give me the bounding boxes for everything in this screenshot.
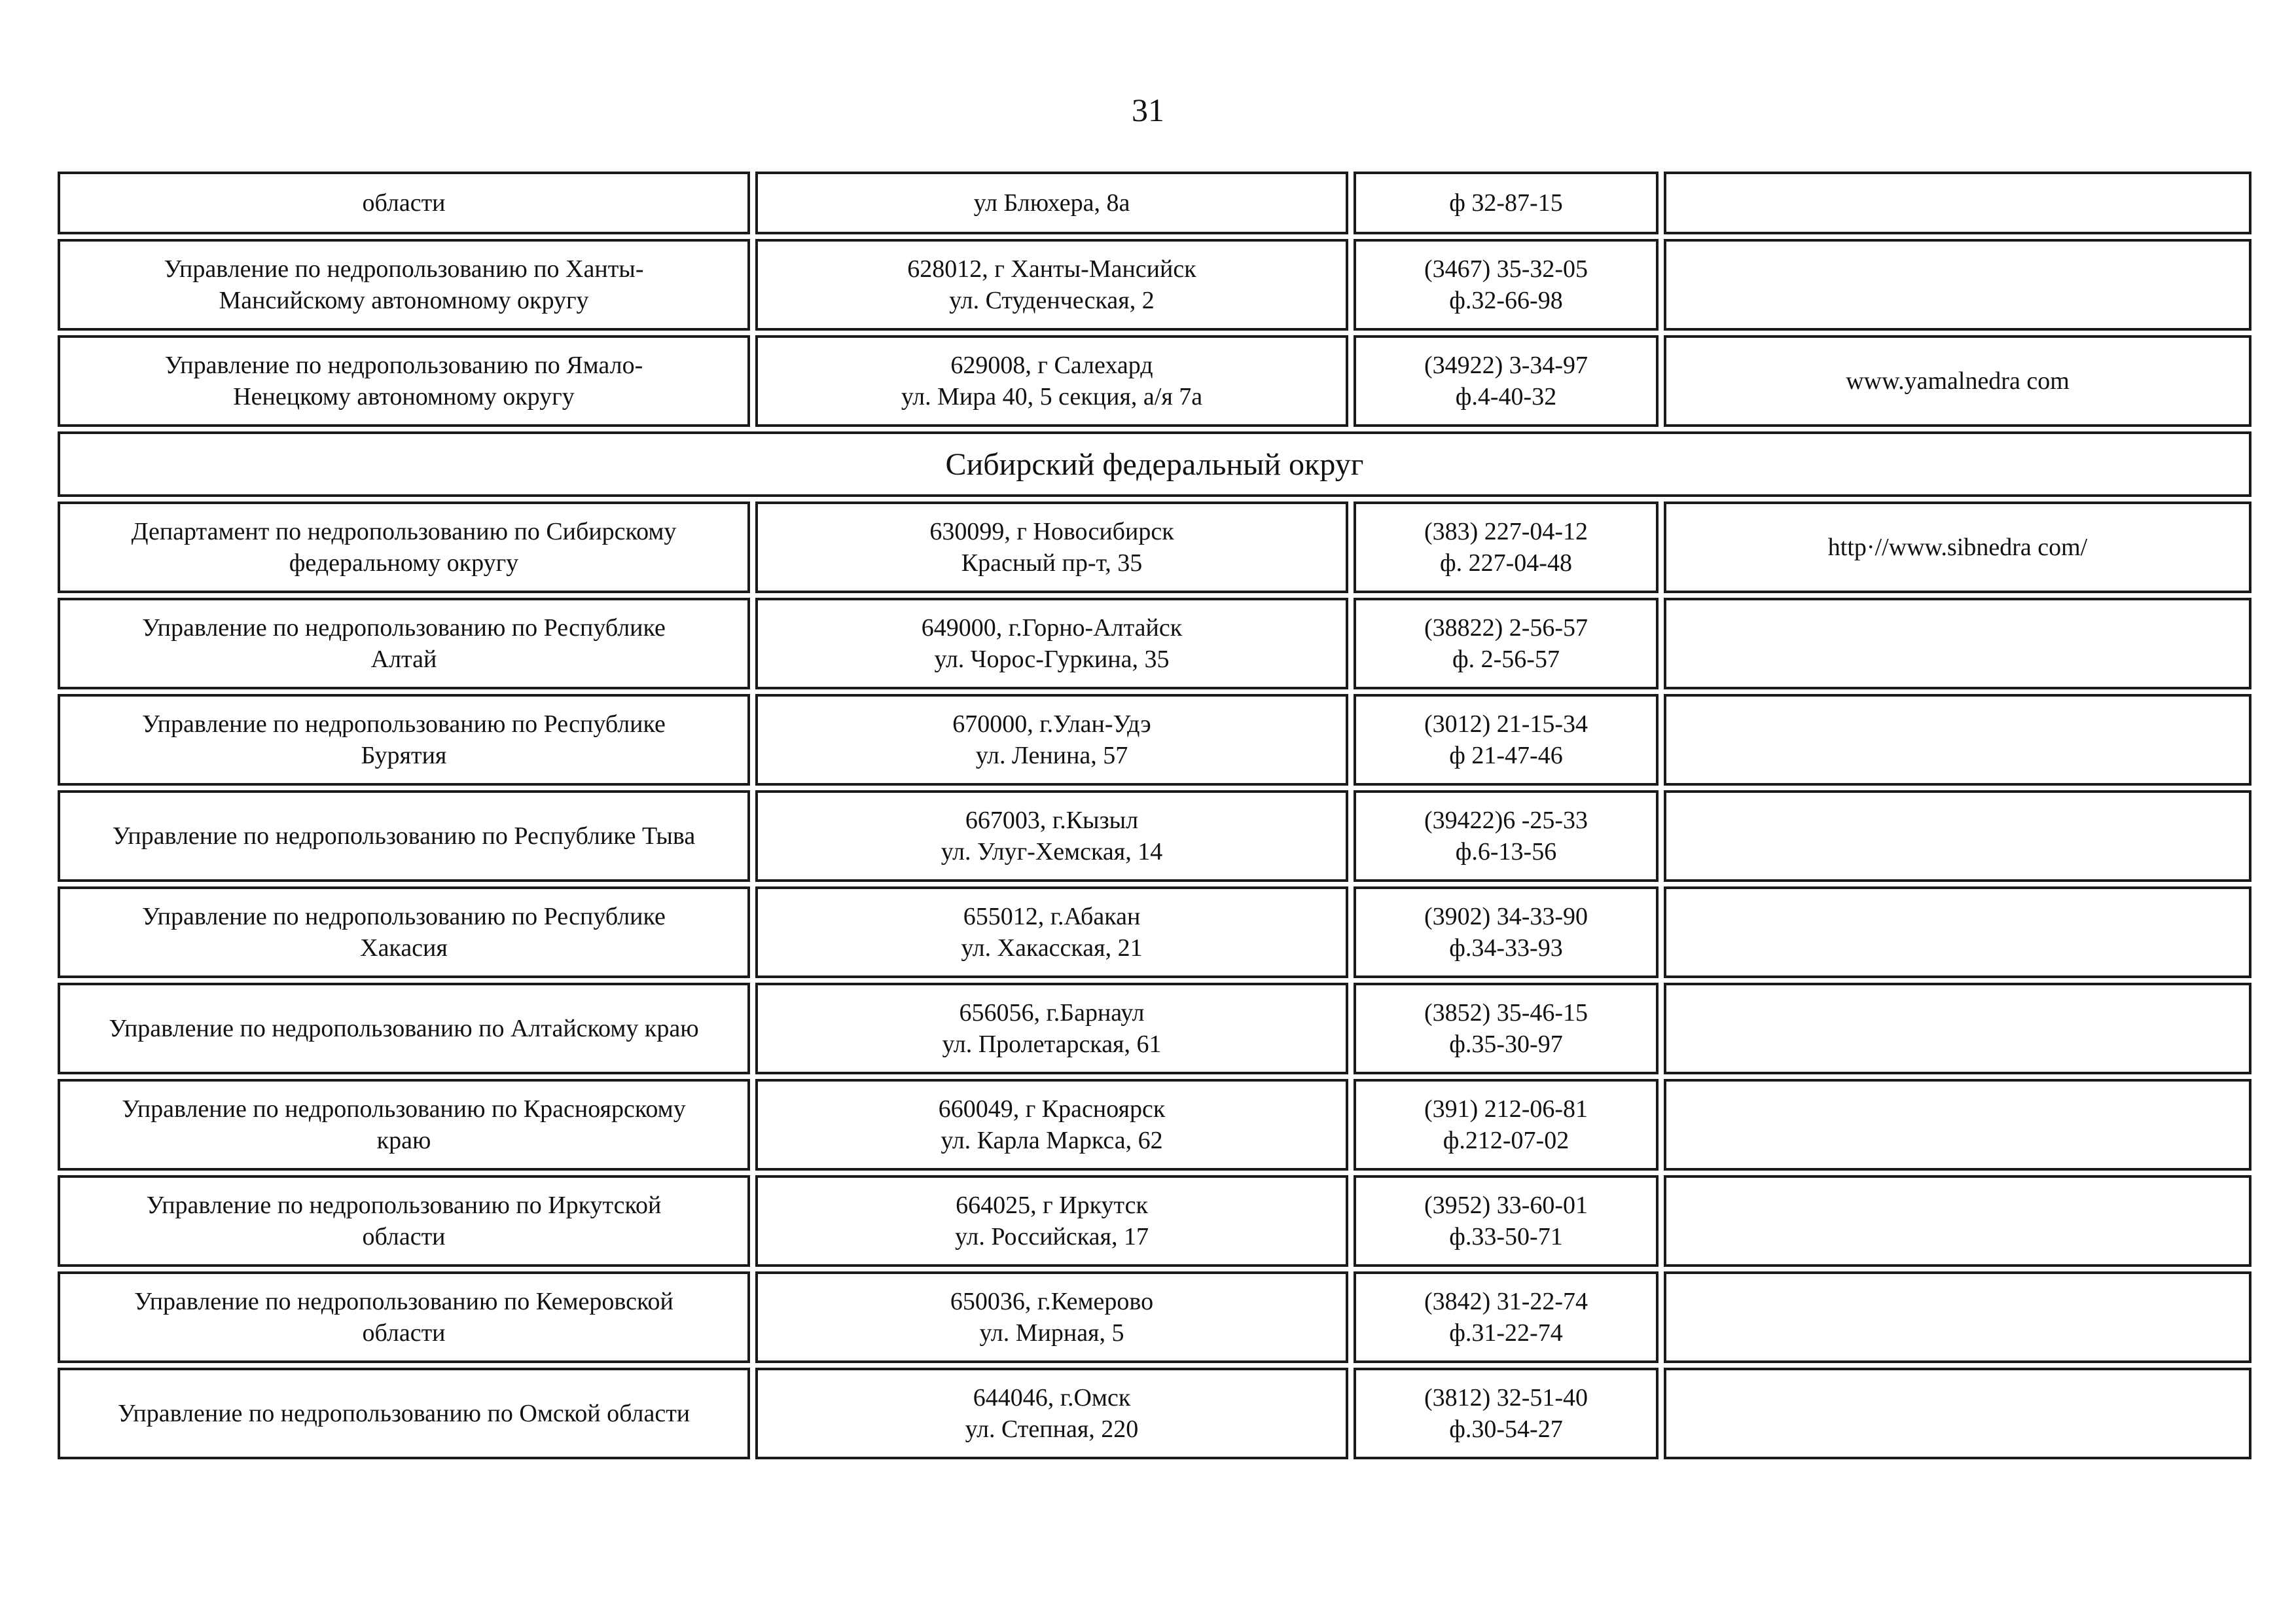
organization-line: Алтай — [370, 646, 437, 673]
address-line: ул. Степная, 220 — [965, 1415, 1139, 1443]
address-line: 660049, г Красноярск — [938, 1095, 1166, 1123]
organization-cell — [58, 335, 750, 427]
organization-cell — [58, 1271, 750, 1363]
organization-line: краю — [376, 1127, 431, 1154]
address-line: 644046, г.Омск — [973, 1384, 1131, 1412]
organization-line: Управление по недропользованию по Красноярскому — [122, 1095, 686, 1123]
address-line: ул. Карла Маркса, 62 — [941, 1127, 1163, 1154]
address-line: 655012, г.Абакан — [963, 903, 1141, 930]
organization-cell — [58, 239, 750, 331]
phone-cell — [1354, 501, 1659, 593]
address-cell — [755, 1368, 1348, 1459]
phone-line: (3852) 35-46-15 — [1424, 999, 1588, 1027]
phone-line: (3467) 35-32-05 — [1424, 255, 1588, 283]
website-cell — [1664, 1368, 2251, 1459]
phone-line: (391) 212-06-81 — [1424, 1095, 1588, 1123]
website-cell — [1664, 790, 2251, 882]
phone-line: ф. 2-56-57 — [1452, 646, 1560, 673]
organization-line: области — [362, 1223, 446, 1250]
table-row — [58, 598, 2251, 689]
website-cell — [1664, 239, 2251, 331]
phone-cell — [1354, 886, 1659, 978]
organization-cell — [58, 983, 750, 1074]
address-line: ул. Хакасская, 21 — [961, 934, 1143, 962]
website-text: www.yamalnedra com — [1846, 367, 2070, 395]
organization-cell — [58, 694, 750, 786]
address-line: 629008, г Салехард — [950, 352, 1153, 379]
table-row — [58, 239, 2251, 331]
website-cell — [1664, 172, 2251, 234]
organization-line: области — [362, 1319, 446, 1347]
organization-line: Управление по недропользованию по Республике Тыва — [112, 822, 696, 850]
website-text: http·//www.sibnedra com/ — [1827, 534, 2088, 561]
website-cell — [1664, 1175, 2251, 1267]
phone-line: ф.35-30-97 — [1449, 1030, 1563, 1058]
address-cell — [755, 790, 1348, 882]
website-cell — [1664, 335, 2251, 427]
address-cell — [755, 172, 1348, 234]
organization-line: Департамент по недропользованию по Сибирскому — [131, 518, 677, 545]
address-line: 664025, г Иркутск — [956, 1192, 1148, 1219]
organization-line: Управление по недропользованию по Иркутской — [146, 1192, 662, 1219]
address-line: ул. Студенческая, 2 — [949, 287, 1155, 314]
phone-cell — [1354, 790, 1659, 882]
phone-line: (383) 227-04-12 — [1424, 518, 1588, 545]
table-row — [58, 694, 2251, 786]
address-cell — [755, 335, 1348, 427]
address-cell — [755, 983, 1348, 1074]
website-cell — [1664, 501, 2251, 593]
address-cell — [755, 598, 1348, 689]
address-line: 667003, г.Кызыл — [965, 807, 1139, 834]
organization-cell — [58, 1175, 750, 1267]
address-line: ул. Мирная, 5 — [979, 1319, 1124, 1347]
phone-line: ф.33-50-71 — [1449, 1223, 1563, 1250]
phone-line: (3012) 21-15-34 — [1424, 710, 1588, 738]
address-line: 630099, г Новосибирск — [929, 518, 1174, 545]
section-header: Сибирский федеральный округ — [58, 431, 2251, 497]
address-cell — [755, 1175, 1348, 1267]
phone-cell — [1354, 983, 1659, 1074]
website-cell — [1664, 598, 2251, 689]
phone-cell — [1354, 598, 1659, 689]
phone-cell — [1354, 239, 1659, 331]
organization-cell — [58, 172, 750, 234]
phone-line: (3952) 33-60-01 — [1424, 1192, 1588, 1219]
phone-line: (39422)6 -25-33 — [1424, 807, 1588, 834]
phone-line: ф. 227-04-48 — [1440, 549, 1572, 577]
table-row — [58, 1175, 2251, 1267]
organization-line: Управление по недропользованию по Республике — [142, 710, 666, 738]
phone-cell — [1354, 172, 1659, 234]
address-cell — [755, 1271, 1348, 1363]
address-line: 656056, г.Барнаул — [959, 999, 1145, 1027]
phone-line: (34922) 3-34-97 — [1424, 352, 1588, 379]
address-cell — [755, 694, 1348, 786]
organization-cell — [58, 1368, 750, 1459]
website-cell — [1664, 694, 2251, 786]
phone-line: ф 21-47-46 — [1449, 742, 1563, 769]
organization-line: Бурятия — [361, 742, 447, 769]
organization-line: Управление по недропользованию по Ханты- — [164, 255, 644, 283]
table-row — [58, 1368, 2251, 1459]
address-line: 670000, г.Улан-Удэ — [952, 710, 1151, 738]
address-line: ул. Ленина, 57 — [975, 742, 1128, 769]
organization-line: Управление по недропользованию по Омской области — [117, 1400, 691, 1427]
address-line: 650036, г.Кемерово — [950, 1288, 1154, 1315]
table-row — [58, 886, 2251, 978]
phone-line: (3842) 31-22-74 — [1424, 1288, 1588, 1315]
organization-cell — [58, 598, 750, 689]
address-line: ул. Чорос-Гуркина, 35 — [934, 646, 1170, 673]
phone-cell — [1354, 1271, 1659, 1363]
address-line: 628012, г Ханты-Мансийск — [907, 255, 1196, 283]
table-row — [58, 983, 2251, 1074]
table-row — [58, 1271, 2251, 1363]
address-line: ул. Пролетарская, 61 — [942, 1030, 1162, 1058]
website-cell — [1664, 886, 2251, 978]
table-row — [58, 501, 2251, 593]
page-number: 31 — [1132, 92, 1164, 128]
address-line: Красный пр-т, 35 — [961, 549, 1143, 577]
address-cell — [755, 886, 1348, 978]
phone-line: ф.34-33-93 — [1449, 934, 1563, 962]
phone-cell — [1354, 1079, 1659, 1171]
phone-line: (38822) 2-56-57 — [1424, 614, 1588, 642]
website-cell — [1664, 1271, 2251, 1363]
table-row — [58, 172, 2251, 234]
organization-line: Управление по недропользованию по Республике — [142, 614, 666, 642]
phone-line: (3812) 32-51-40 — [1424, 1384, 1588, 1412]
phone-line: (3902) 34-33-90 — [1424, 903, 1588, 930]
phone-line: ф.32-66-98 — [1449, 287, 1563, 314]
address-line: 649000, г.Горно-Алтайск — [921, 614, 1183, 642]
organization-line: Управление по недропользованию по Республике — [142, 903, 666, 930]
phone-cell — [1354, 1368, 1659, 1459]
table-row — [58, 335, 2251, 427]
organization-line: Управление по недропользованию по Алтайскому краю — [109, 1015, 699, 1042]
phone-line: ф.6-13-56 — [1455, 838, 1557, 866]
organization-line: Хакасия — [360, 934, 448, 962]
organization-cell — [58, 1079, 750, 1171]
table-row — [58, 1079, 2251, 1171]
address-line: ул. Мира 40, 5 секция, а/я 7а — [901, 383, 1203, 410]
phone-line: ф 32-87-15 — [1449, 189, 1563, 217]
organization-cell — [58, 790, 750, 882]
organization-line: Управление по недропользованию по Ямало- — [164, 352, 643, 379]
phone-line: ф.4-40-32 — [1455, 383, 1557, 410]
address-cell — [755, 501, 1348, 593]
organization-line: Ненецкому автономному округу — [233, 383, 575, 410]
address-line: ул. Российская, 17 — [955, 1223, 1149, 1250]
address-cell — [755, 239, 1348, 331]
organization-cell — [58, 886, 750, 978]
organization-line: Мансийскому автономному округу — [219, 287, 589, 314]
organization-line: федеральному округу — [289, 549, 519, 577]
phone-line: ф.30-54-27 — [1449, 1415, 1563, 1443]
phone-cell — [1354, 694, 1659, 786]
organization-line: области — [362, 189, 446, 217]
contacts-table — [58, 172, 2251, 1464]
website-cell — [1664, 983, 2251, 1074]
address-line: ул Блюхера, 8а — [973, 189, 1130, 217]
table-row — [58, 790, 2251, 882]
phone-cell — [1354, 335, 1659, 427]
organization-cell — [58, 501, 750, 593]
phone-line: ф.212-07-02 — [1443, 1127, 1570, 1154]
website-cell — [1664, 1079, 2251, 1171]
address-line: ул. Улуг-Хемская, 14 — [941, 838, 1163, 866]
address-cell — [755, 1079, 1348, 1171]
organization-line: Управление по недропользованию по Кемеровской — [134, 1288, 673, 1315]
phone-line: ф.31-22-74 — [1449, 1319, 1563, 1347]
phone-cell — [1354, 1175, 1659, 1267]
